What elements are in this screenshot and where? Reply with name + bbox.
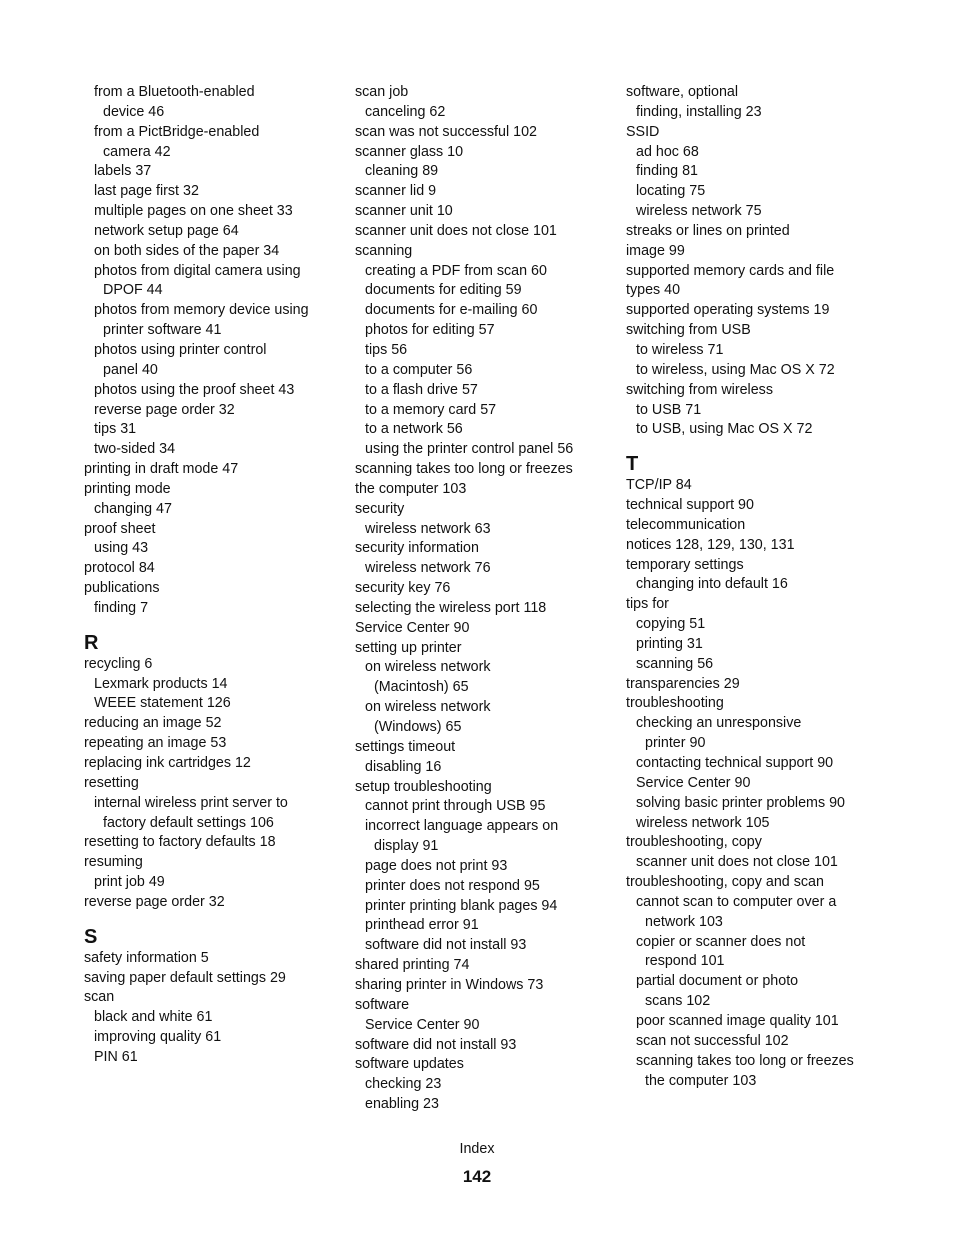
- index-entry: resuming: [84, 854, 143, 871]
- index-entry: troubleshooting: [626, 695, 724, 712]
- index-subentry: wireless network 76: [365, 560, 491, 577]
- index-subentry: tips 31: [94, 421, 137, 438]
- index-subentry: cleaning 89: [365, 163, 439, 180]
- index-subentry: software did not install 93: [365, 937, 527, 954]
- index-subentry: Service Center 90: [365, 1016, 480, 1033]
- index-entry: scanner glass 10: [355, 143, 464, 160]
- index-subentry: the computer 103: [645, 1072, 757, 1089]
- index-subentry: multiple pages on one sheet 33: [94, 203, 293, 220]
- index-subentry: changing into default 16: [636, 576, 788, 593]
- index-subentry: finding 81: [636, 163, 699, 180]
- index-subentry: printer does not respond 95: [365, 877, 540, 894]
- index-subentry: print job 49: [94, 874, 165, 891]
- index-subentry: Lexmark products 14: [94, 675, 228, 692]
- index-entry: notices 128, 129, 130, 131: [626, 536, 795, 553]
- index-subentry: printer software 41: [103, 322, 222, 339]
- index-subentry: to a flash drive 57: [365, 381, 478, 398]
- index-letter-heading: T: [626, 453, 639, 476]
- index-entry: software did not install 93: [355, 1036, 517, 1053]
- index-subentry: internal wireless print server to: [94, 794, 288, 811]
- index-entry: scanning: [355, 242, 413, 259]
- index-subentry: poor scanned image quality 101: [636, 1012, 839, 1029]
- index-subentry: photos from memory device using: [94, 302, 309, 319]
- index-entry: shared printing 74: [355, 957, 470, 974]
- index-subentry: incorrect language appears on: [365, 818, 559, 835]
- index-column-2: [355, 83, 615, 1115]
- index-subentry: changing 47: [94, 500, 172, 517]
- index-subentry: copier or scanner does not: [636, 933, 806, 950]
- index-subentry: checking an unresponsive: [636, 715, 802, 732]
- index-subentry: two-sided 34: [94, 441, 176, 458]
- index-subentry: from a Bluetooth-enabled: [94, 84, 255, 100]
- index-subentry: (Windows) 65: [374, 719, 462, 735]
- index-entry: printing in draft mode 47: [84, 461, 239, 478]
- index-entry: software, optional: [626, 84, 739, 100]
- index-entry: scan: [84, 989, 115, 1006]
- index-subentry: photos for editing 57: [365, 322, 495, 339]
- index-entry: supported operating systems 19: [626, 302, 830, 319]
- index-entry: recycling 6: [84, 655, 153, 672]
- index-subentry: finding, installing 23: [636, 103, 762, 120]
- index-subentry: solving basic printer problems 90: [636, 794, 845, 811]
- index-subentry: using the printer control panel 56: [365, 441, 574, 458]
- index-subentry: wireless network 63: [365, 520, 491, 537]
- index-subentry: device 46: [103, 103, 165, 120]
- index-subentry: photos from digital camera using: [94, 262, 301, 279]
- index-subentry: from a PictBridge-enabled: [94, 123, 260, 140]
- index-entry: security information: [355, 540, 479, 557]
- index-entry: scan job: [355, 84, 409, 100]
- index-entry: scanner unit 10: [355, 203, 453, 220]
- index-entry: security key 76: [355, 580, 451, 597]
- index-entry: software: [355, 996, 410, 1013]
- index-entry: reverse page order 32: [84, 893, 225, 910]
- page-number: 142: [462, 1167, 492, 1186]
- index-letter-heading: S: [84, 925, 98, 948]
- index-subentry: to USB 71: [636, 401, 702, 418]
- index-subentry: last page first 32: [94, 183, 199, 200]
- index-subentry: improving quality 61: [94, 1029, 222, 1046]
- index-subentry: printer printing blank pages 94: [365, 897, 558, 914]
- index-entry: types 40: [626, 282, 681, 299]
- index-subentry: (Macintosh) 65: [374, 679, 469, 696]
- index-entry: resetting: [84, 774, 139, 791]
- index-subentry: to USB, using Mac OS X 72: [636, 421, 813, 438]
- index-subentry: labels 37: [94, 163, 152, 180]
- index-entry: switching from wireless: [626, 381, 773, 398]
- index-subentry: WEEE statement 126: [94, 695, 231, 712]
- index-entry: temporary settings: [626, 556, 744, 573]
- index-entry: security: [355, 500, 405, 517]
- index-entry: SSID: [626, 123, 660, 140]
- footer-section-label: Index: [459, 1141, 495, 1157]
- index-subentry: DPOF 44: [103, 282, 163, 299]
- index-entry: image 99: [626, 242, 685, 259]
- index-entry: troubleshooting, copy and scan: [626, 874, 824, 891]
- index-subentry: on wireless network: [365, 699, 491, 716]
- index-subentry: cannot print through USB 95: [365, 798, 546, 815]
- index-entry: replacing ink cartridges 12: [84, 755, 251, 771]
- index-column-1: [84, 83, 344, 1068]
- index-entry: transparencies 29: [626, 675, 740, 692]
- index-subentry: documents for e-mailing 60: [365, 302, 538, 319]
- index-entry: the computer 103: [355, 480, 467, 497]
- index-entry: publications: [84, 580, 160, 597]
- index-subentry: page does not print 93: [365, 857, 508, 874]
- index-entry: troubleshooting, copy: [626, 834, 762, 851]
- index-entry: telecommunication: [626, 516, 746, 533]
- index-subentry: camera 42: [103, 143, 171, 160]
- index-subentry: printhead error 91: [365, 917, 479, 934]
- index-subentry: black and white 61: [94, 1009, 213, 1026]
- index-subentry: documents for editing 59: [365, 282, 522, 299]
- index-subentry: canceling 62: [365, 103, 446, 120]
- index-subentry: Service Center 90: [636, 774, 751, 791]
- index-subentry: locating 75: [636, 183, 706, 200]
- index-subentry: on both sides of the paper 34: [94, 242, 280, 259]
- index-entry: saving paper default settings 29: [84, 969, 286, 986]
- index-entry: streaks or lines on printed: [626, 222, 790, 239]
- index-subentry: to a computer 56: [365, 361, 473, 378]
- index-subentry: tips 56: [365, 341, 408, 358]
- index-subentry: scan not successful 102: [636, 1032, 789, 1049]
- index-subentry: reverse page order 32: [94, 401, 235, 418]
- index-entry: sharing printer in Windows 73: [355, 976, 544, 993]
- index-entry: technical support 90: [626, 497, 754, 514]
- index-entry: TCP/IP 84: [626, 477, 692, 494]
- index-subentry: scanning takes too long or freezes: [636, 1052, 854, 1069]
- index-subentry: printer 90: [645, 735, 706, 752]
- index-entry: switching from USB: [626, 322, 751, 339]
- index-subentry: respond 101: [645, 953, 725, 970]
- index-subentry: on wireless network: [365, 659, 491, 676]
- index-entry: supported memory cards and file: [626, 262, 835, 279]
- index-subentry: to wireless, using Mac OS X 72: [636, 361, 835, 378]
- index-subentry: to a memory card 57: [365, 401, 497, 418]
- index-entry: safety information 5: [84, 949, 209, 966]
- index-subentry: photos using printer control: [94, 341, 267, 358]
- index-subentry: cannot scan to computer over a: [636, 893, 837, 910]
- index-subentry: factory default settings 106: [103, 814, 274, 831]
- index-entry: reducing an image 52: [84, 715, 222, 732]
- index-subentry: wireless network 105: [636, 814, 770, 831]
- index-subentry: network setup page 64: [94, 222, 239, 239]
- index-entry: tips for: [626, 596, 669, 613]
- index-subentry: scanning 56: [636, 655, 714, 672]
- index-subentry: to wireless 71: [636, 341, 724, 358]
- index-subentry: panel 40: [103, 361, 158, 378]
- index-column-3: [626, 83, 896, 1091]
- index-entry: scanner lid 9: [355, 183, 437, 200]
- index-entry: software updates: [355, 1056, 464, 1073]
- index-subentry: checking 23: [365, 1076, 442, 1093]
- index-subentry: display 91: [374, 838, 439, 855]
- index-subentry: copying 51: [636, 616, 706, 633]
- index-entry: scanning takes too long or freezes: [355, 461, 573, 478]
- index-entry: setup troubleshooting: [355, 778, 492, 795]
- index-entry: printing mode: [84, 480, 171, 497]
- index-subentry: disabling 16: [365, 758, 442, 775]
- index-subentry: enabling 23: [365, 1096, 439, 1113]
- index-entry: settings timeout: [355, 738, 456, 755]
- index-entry: Service Center 90: [355, 619, 470, 636]
- index-entry: scan was not successful 102: [355, 123, 537, 140]
- index-entry: resetting to factory defaults 18: [84, 834, 276, 851]
- index-subentry: printing 31: [636, 635, 703, 652]
- index-entry: repeating an image 53: [84, 735, 227, 752]
- index-subentry: network 103: [645, 913, 723, 930]
- index-subentry: wireless network 75: [636, 203, 762, 220]
- index-subentry: to a network 56: [365, 421, 463, 438]
- index-entry: scanner unit does not close 101: [355, 222, 557, 239]
- index-entry: selecting the wireless port 118: [355, 599, 547, 616]
- index-entry: setting up printer: [355, 639, 462, 656]
- index-subentry: ad hoc 68: [636, 143, 699, 160]
- index-subentry: photos using the proof sheet 43: [94, 381, 295, 398]
- index-subentry: contacting technical support 90: [636, 755, 834, 771]
- index-subentry: PIN 61: [94, 1048, 138, 1065]
- index-letter-heading: R: [84, 631, 99, 654]
- index-subentry: finding 7: [94, 599, 149, 616]
- index-subentry: partial document or photo: [636, 973, 799, 990]
- index-subentry: scanner unit does not close 101: [636, 854, 838, 871]
- index-subentry: creating a PDF from scan 60: [365, 262, 547, 279]
- index-entry: proof sheet: [84, 520, 156, 537]
- index-entry: protocol 84: [84, 560, 155, 577]
- index-subentry: scans 102: [645, 993, 711, 1010]
- index-subentry: using 43: [94, 540, 149, 557]
